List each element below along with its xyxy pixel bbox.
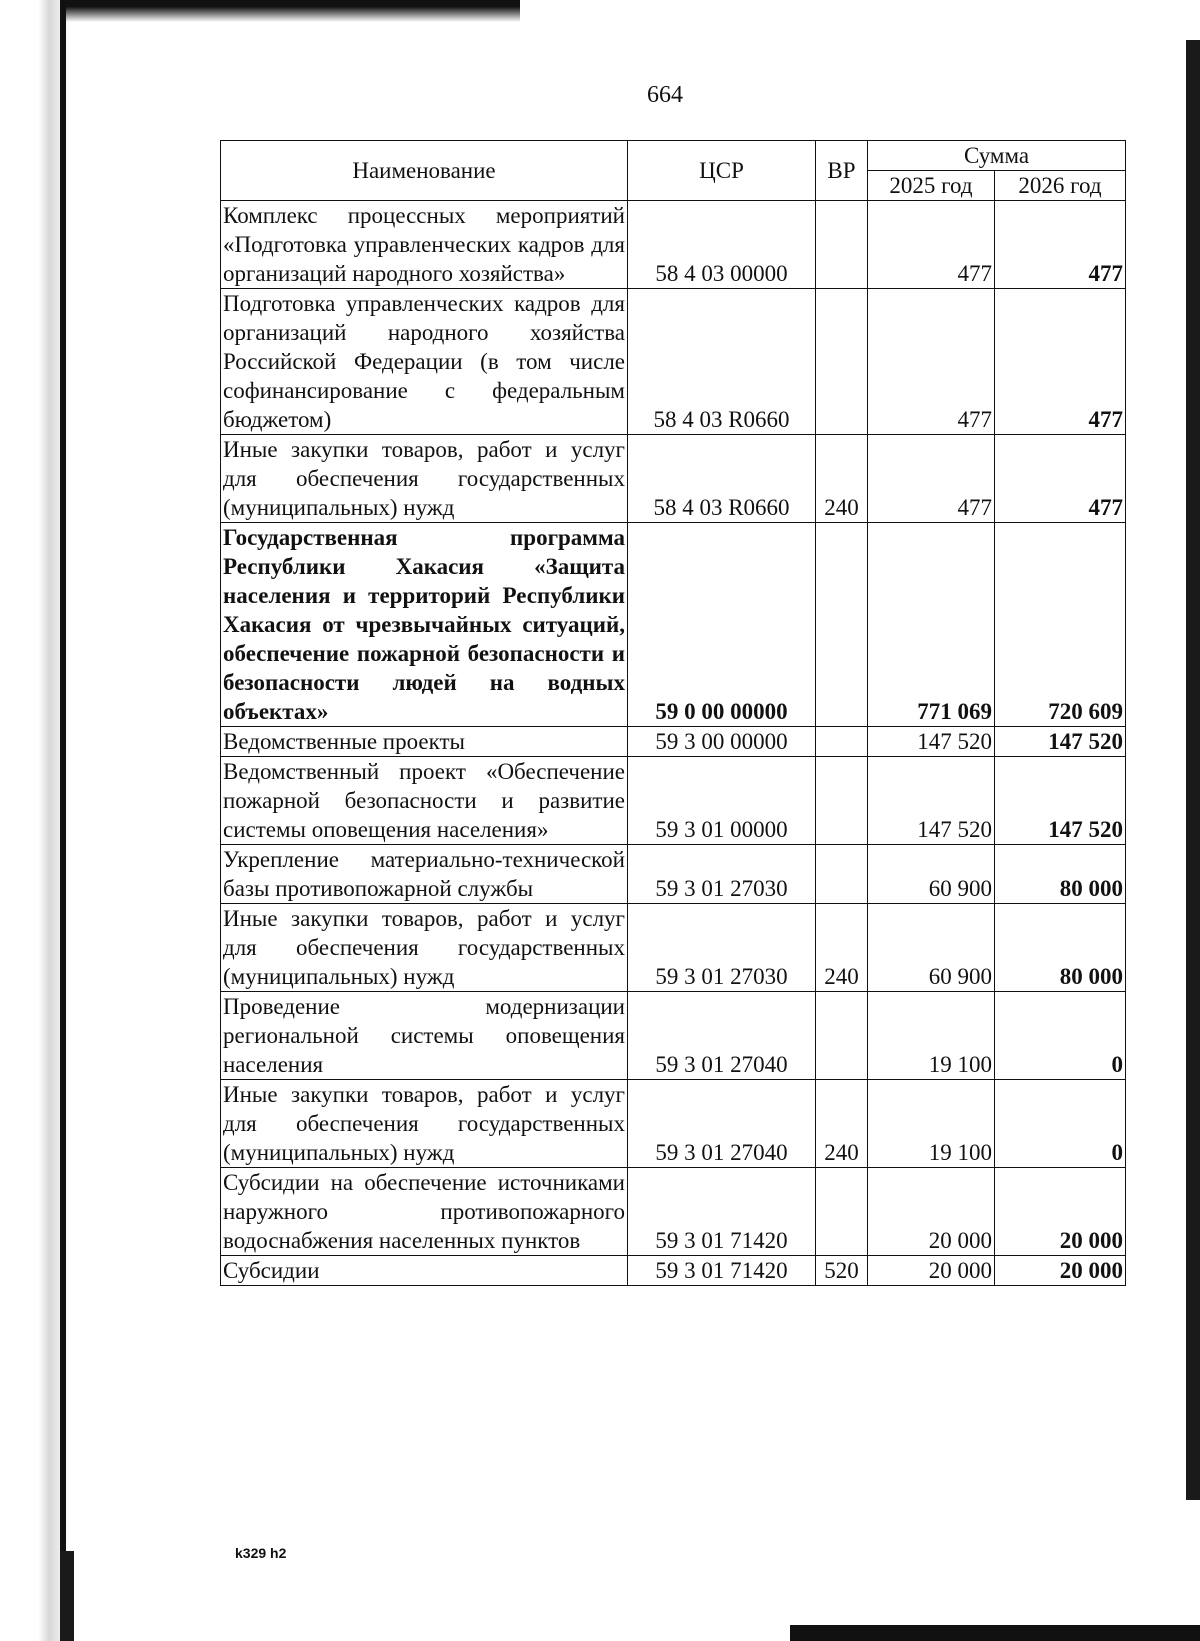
scan-edge-top [60,0,520,22]
row-name: Государственная программа Республики Хакасия «Защита населения и территорий Республики Хакасия от чрезвычайных ситуаций, обеспечение пожарной безопасности и безопасности людей на водных объектах» [221,523,628,727]
table-row [221,727,1126,757]
row-name: Иные закупки товаров, работ и услуг для обеспечения государственных (муниципальных) нужд [221,1080,628,1168]
header-sum: Сумма [868,141,1126,171]
row-name: Ведомственные проекты [221,727,628,757]
row-csr: 58 4 03 R0660 [628,289,816,435]
row-vr [816,992,868,1080]
row-name: Подготовка управленческих кадров для организаций народного хозяйства Российской Федерации (в том числе софинансирование с федеральным бюджетом) [221,289,628,435]
row-name: Комплекс процессных мероприятий «Подготовка управленческих кадров для организаций народного хозяйства» [221,201,628,289]
row-csr: 59 3 01 71420 [628,1168,816,1256]
row-sum-2026: 0 [995,1080,1126,1168]
row-csr: 59 3 01 27040 [628,1080,816,1168]
row-sum-2026: 147 520 [995,727,1126,757]
row-sum-2025: 477 [868,289,995,435]
row-sum-2025: 20 000 [868,1256,995,1286]
scan-edge-right [1186,40,1200,1500]
header-vr: ВР [816,141,868,201]
row-sum-2026: 147 520 [995,757,1126,845]
row-csr: 59 3 01 27030 [628,904,816,992]
row-csr: 59 3 00 00000 [628,727,816,757]
row-csr: 59 3 01 71420 [628,1256,816,1286]
row-name: Субсидии на обеспечение источниками наружного противопожарного водоснабжения населенных пунктов [221,1168,628,1256]
row-vr: 240 [816,904,868,992]
row-csr: 58 4 03 00000 [628,201,816,289]
row-sum-2025: 771 069 [868,523,995,727]
row-sum-2025: 60 900 [868,904,995,992]
row-csr: 59 3 01 00000 [628,757,816,845]
row-vr [816,201,868,289]
row-vr [816,289,868,435]
row-sum-2026: 720 609 [995,523,1126,727]
scan-edge-bottom-left [60,1551,74,1641]
row-name: Иные закупки товаров, работ и услуг для обеспечения государственных (муниципальных) нужд [221,904,628,992]
table-row [221,1080,1126,1168]
row-sum-2025: 477 [868,201,995,289]
table-row [221,992,1126,1080]
table-row [221,201,1126,289]
row-sum-2026: 20 000 [995,1168,1126,1256]
row-name: Проведение модернизации региональной системы оповещения населения [221,992,628,1080]
header-year-2025: 2025 год [868,171,995,201]
row-sum-2025: 19 100 [868,992,995,1080]
row-sum-2026: 80 000 [995,904,1126,992]
budget-table [220,140,1126,1286]
table-row [221,845,1126,904]
table-row [221,1256,1126,1286]
row-sum-2025: 147 520 [868,757,995,845]
row-vr [816,727,868,757]
scan-edge-left-bar [60,0,66,1560]
row-csr: 59 0 00 00000 [628,523,816,727]
row-name: Ведомственный проект «Обеспечение пожарной безопасности и развитие системы оповещения населения» [221,757,628,845]
row-name: Субсидии [221,1256,628,1286]
header-year-2026: 2026 год [995,171,1126,201]
footer-code: k329 h2 [235,1545,287,1561]
table-row [221,1168,1126,1256]
header-csr: ЦСР [628,141,816,201]
row-sum-2026: 477 [995,201,1126,289]
row-vr [816,845,868,904]
row-name: Укрепление материально-технической базы противопожарной службы [221,845,628,904]
table-row [221,289,1126,435]
table-row [221,435,1126,523]
header-name: Наименование [221,141,628,201]
row-sum-2025: 147 520 [868,727,995,757]
row-name: Иные закупки товаров, работ и услуг для обеспечения государственных (муниципальных) нужд [221,435,628,523]
row-sum-2026: 477 [995,289,1126,435]
row-sum-2026: 20 000 [995,1256,1126,1286]
row-sum-2026: 80 000 [995,845,1126,904]
row-vr: 240 [816,1080,868,1168]
row-csr: 59 3 01 27040 [628,992,816,1080]
row-vr: 520 [816,1256,868,1286]
table-row-program [221,523,1126,727]
table-row [221,904,1126,992]
row-sum-2025: 19 100 [868,1080,995,1168]
row-csr: 58 4 03 R0660 [628,435,816,523]
page-number: 664 [647,82,683,108]
row-sum-2025: 60 900 [868,845,995,904]
row-vr [816,757,868,845]
row-csr: 59 3 01 27030 [628,845,816,904]
row-sum-2025: 477 [868,435,995,523]
header-row [221,141,1126,171]
row-vr: 240 [816,435,868,523]
scan-edge-bottom [790,1625,1200,1641]
row-vr [816,1168,868,1256]
table-row [221,757,1126,845]
row-sum-2025: 20 000 [868,1168,995,1256]
row-sum-2026: 0 [995,992,1126,1080]
row-vr [816,523,868,727]
row-sum-2026: 477 [995,435,1126,523]
